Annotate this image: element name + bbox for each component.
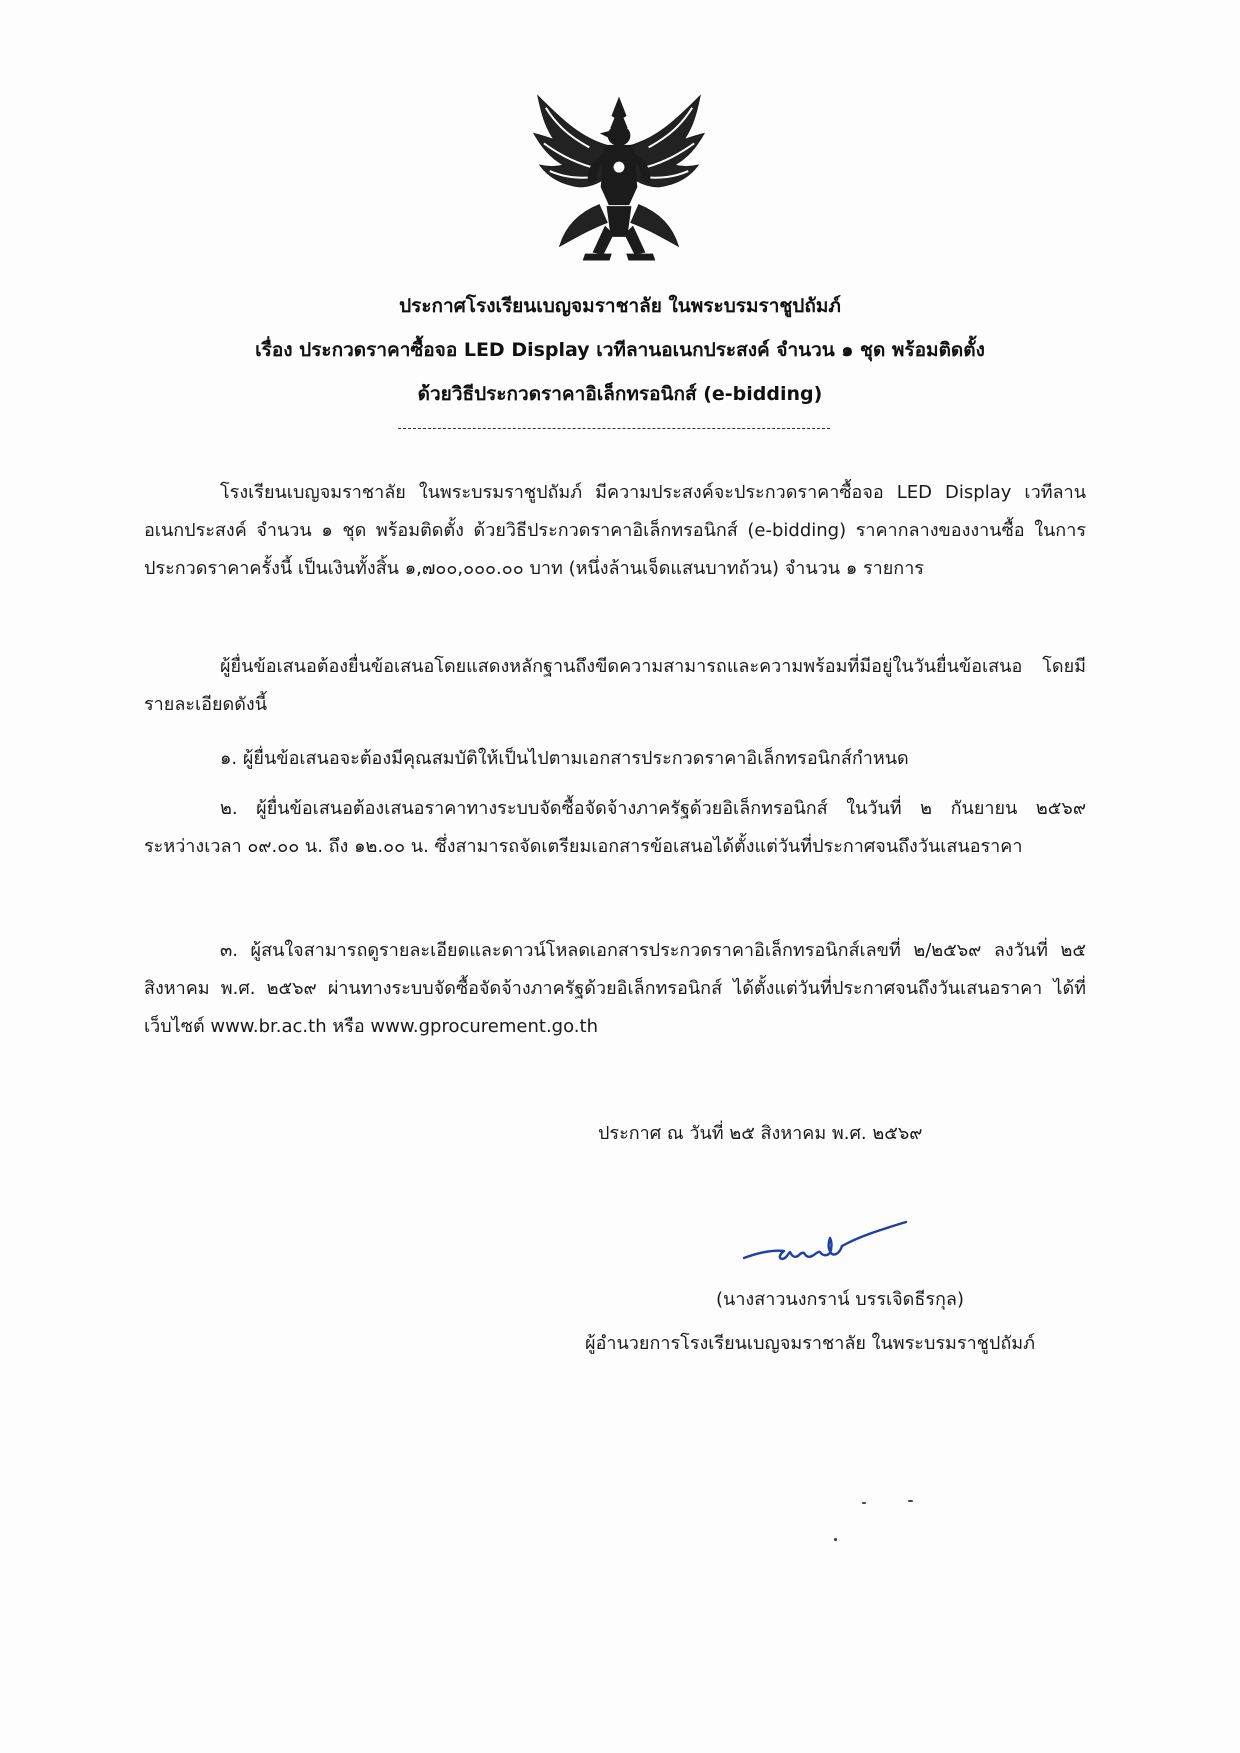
announcement-date: ประกาศ ณ วันที่ ๒๕ สิงหาคม พ.ศ. ๒๕๖๙ <box>598 1123 923 1144</box>
scan-speck <box>908 1500 913 1502</box>
title-divider <box>398 428 830 429</box>
announcement-subject: เรื่อง ประกวดราคาซื้อจอ LED Display เวทีลานอเนกประสงค์ จำนวน ๑ ชุด พร้อมติดตั้ง <box>255 339 985 361</box>
signer-title: ผู้อำนวยการโรงเรียนเบญจมราชาลัย ในพระบรมราชูปถัมภ์ <box>585 1333 1035 1354</box>
requirement-item-2: ๒. ผู้ยื่นข้อเสนอต้องเสนอราคาทางระบบจัดซื้อจัดจ้างภาครัฐด้วยอิเล็กทรอนิกส์ ในวันที่ ๒ กันยายน ๒๕๖๙ ระหว่างเวลา ๐๙.๐๐ น. ถึง ๑๒.๐๐ น. ซึ่งสามารถจัดเตรียมเอกสารข้อเสนอได้ตั้งแต่วันที่ประกาศจนถึงวันเสนอราคา <box>144 798 1086 857</box>
scan-speck <box>862 1502 866 1504</box>
announcement-title: ประกาศโรงเรียนเบญจมราชาลัย ในพระบรมราชูปถัมภ์ <box>399 295 841 317</box>
garuda-emblem-icon <box>520 88 718 266</box>
requirement-item-1: ๑. ผู้ยื่นข้อเสนอจะต้องมีคุณสมบัติให้เป็นไปตามเอกสารประกวดราคาอิเล็กทรอนิกส์กำหนด <box>220 748 909 769</box>
scan-speck <box>834 1538 837 1541</box>
signer-name: (นางสาวนงกราน์ บรรเจิดธีรกุล) <box>716 1289 964 1310</box>
signature-mark <box>740 1218 910 1272</box>
requirement-item-3: ๓. ผู้สนใจสามารถดูรายละเอียดและดาวน์โหลดเอกสารประกวดราคาอิเล็กทรอนิกส์เลขที่ ๒/๒๕๖๙ ลงวันที่ ๒๕ สิงหาคม พ.ศ. ๒๕๖๙ ผ่านทางระบบจัดซื้อจัดจ้างภาครัฐด้วยอิเล็กทรอนิกส์ ได้ตั้งแต่วันที่ประกาศจนถึงวันเสนอราคา ได้ที่เว็บไซต์ www.br.ac.th หรือ www.gprocurement.go.th <box>144 940 1086 1037</box>
requirements-paragraph: ผู้ยื่นข้อเสนอต้องยื่นข้อเสนอโดยแสดงหลักฐานถึงขีดความสามารถและความพร้อมที่มีอยู่ในวันยื่นข้อเสนอ โดยมีรายละเอียดดังนี้ <box>144 656 1086 715</box>
intro-paragraph: โรงเรียนเบญจมราชาลัย ในพระบรมราชูปถัมภ์ มีความประสงค์จะประกวดราคาซื้อจอ LED Display เวทีลานอเนกประสงค์ จำนวน ๑ ชุด พร้อมติดตั้ง ด้วยวิธีประกวดราคาอิเล็กทรอนิกส์ (e-bidding) ราคากลางของงานซื้อ ในการประกวดราคาครั้งนี้ เป็นเงินทั้งสิ้น ๑,๗๐๐,๐๐๐.๐๐ บาท (หนึ่งล้านเจ็ดแสนบาทถ้วน) จำนวน ๑ รายการ <box>144 482 1086 579</box>
announcement-method: ด้วยวิธีประกวดราคาอิเล็กทรอนิกส์ (e-bidding) <box>417 383 823 405</box>
